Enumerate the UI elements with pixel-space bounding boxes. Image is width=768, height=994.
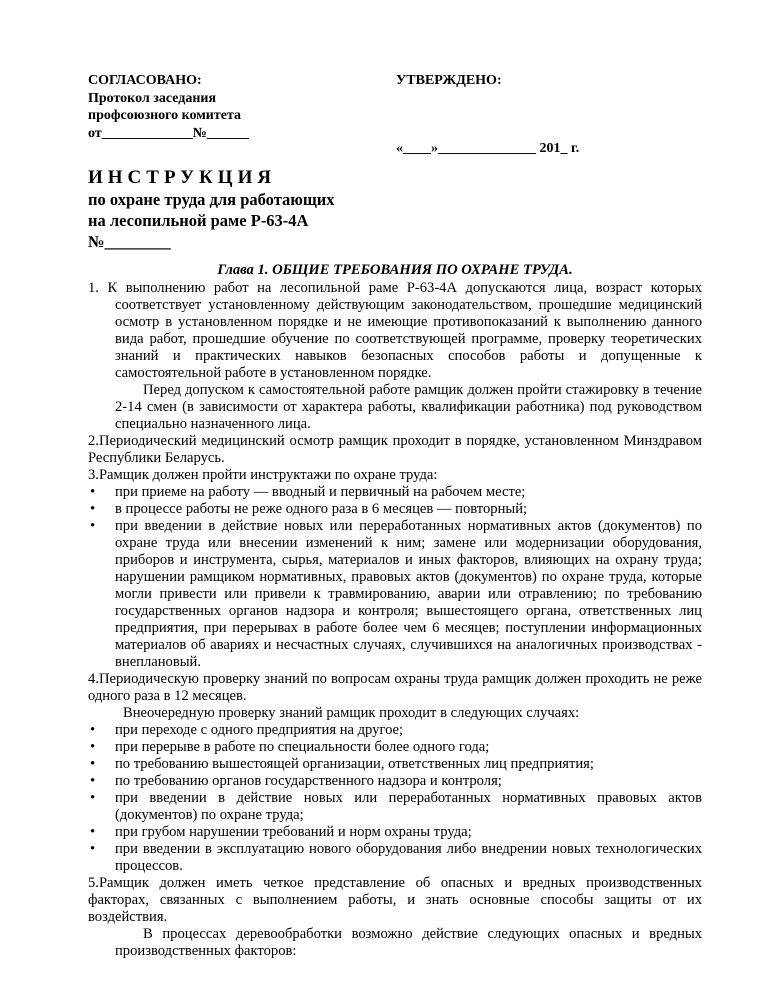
- list-item: • в процессе работы не реже одного раза в 6 месяцев — повторный;: [88, 501, 702, 518]
- section-1-text: 1. К выполнению работ на лесопильной раме Р-63-4А допускаются лица, возраст которых соответствует установленному действующим законодательством, прошедшие медицинский осмотр в установленном порядке и не имеющие противопоказаний к выполнению данного вида работ, прошедшие обучение по соответствующей программе, проверку теоретических знаний и практических навыков безопасных способов работы и допущенные к самостоятельной работе в установленном порядке.: [88, 280, 702, 381]
- title-subtitle-2: на лесопильной раме Р-63-4А: [88, 211, 309, 230]
- committee-line: профсоюзного комитета: [88, 108, 242, 123]
- approval-date-line: «____»______________ 201_ г.: [396, 141, 580, 156]
- list-item: • при введении в эксплуатацию нового оборудования либо внедрении новых технологических процессов.: [88, 841, 702, 875]
- chapter-title: Глава 1. ОБЩИЕ ТРЕБОВАНИЯ ПО ОХРАНЕ ТРУДА.: [217, 262, 573, 278]
- list-item: • при введении в действие новых или переработанных нормативных актов (документов) по охране труда или внесении изменений к ним; замене или модернизации оборудования, приборов и инструмента, сырья, материалов и иных факторов, влияющих на охрану труда; нарушении рамщиком нормативных, правовых актов (документов) по охране труда, которые могли привести или привели к травмированию, аварии или отравлению; по требованию государственных органов надзора и контроля; вышестоящего органа, ответственных лиц предприятия, при перерывах в работе более чем 6 месяцев; поступлении информационных материалов об авариях и несчастных случаях, случившихся на аналогичных производствах - внеплановый.: [88, 518, 702, 671]
- section-1: [88, 280, 702, 382]
- document-title: ИНСТРУКЦИЯ: [88, 167, 277, 188]
- section-5: 5.Рамщик должен иметь четкое представление об опасных и вредных производственных факторах, связанных с выполнением работы, и знать основные способы защиты от их воздействия.: [88, 875, 702, 925]
- section-4: 4.Периодическую проверку знаний по вопросам охраны труда рамщик должен проходить не реже одного раза в 12 месяцев.: [88, 671, 702, 704]
- protocol-line: Протокол заседания: [88, 90, 217, 106]
- date-number-line: от_____________№______: [88, 125, 249, 141]
- list-item: • при перерыве в работе по специальности более одного года;: [88, 739, 702, 756]
- section-2: 2.Периодический медицинский осмотр рамщик проходит в порядке, установленном Минздравом Республики Беларусь.: [88, 433, 702, 466]
- approved-label: УТВЕРЖДЕНО:: [396, 73, 502, 88]
- list-item: • при приеме на работу — вводный и первичный на рабочем месте;: [88, 484, 702, 501]
- section-5-paragraph-2: В процессах деревообработки возможно действие следующих опасных и вредных производственных факторов:: [115, 926, 702, 959]
- list-item: • по требованию органов государственного надзора и контроля;: [88, 773, 702, 790]
- document-number: №________: [88, 232, 171, 251]
- agreed-label: СОГЛАСОВАНО:: [88, 73, 202, 88]
- section-4-list: [88, 722, 702, 875]
- list-item: • при переходе с одного предприятия на другое;: [88, 722, 702, 739]
- section-3-list: [88, 484, 702, 671]
- section-4-paragraph-2: Внеочередную проверку знаний рамщик проходит в следующих случаях:: [123, 705, 580, 721]
- list-item: • при грубом нарушении требований и норм охраны труда;: [88, 824, 702, 841]
- agreement-block: [88, 72, 249, 142]
- title-subtitle-1: по охране труда для работающих: [88, 190, 335, 209]
- section-3: 3.Рамщик должен пройти инструктажи по охране труда:: [88, 467, 438, 483]
- title-block: [88, 167, 335, 252]
- document-body: [88, 280, 702, 960]
- list-item: • при введении в действие новых или переработанных нормативных правовых актов (документов) по охране труда;: [88, 790, 702, 824]
- section-1-paragraph-2: Перед допуском к самостоятельной работе рамщик должен пройти стажировку в течение 2-14 смен (в зависимости от характера работы, квалификации работника) под руководством специально назначенного лица.: [115, 382, 702, 432]
- list-item: • по требованию вышестоящей организации, ответственных лиц предприятия;: [88, 756, 702, 773]
